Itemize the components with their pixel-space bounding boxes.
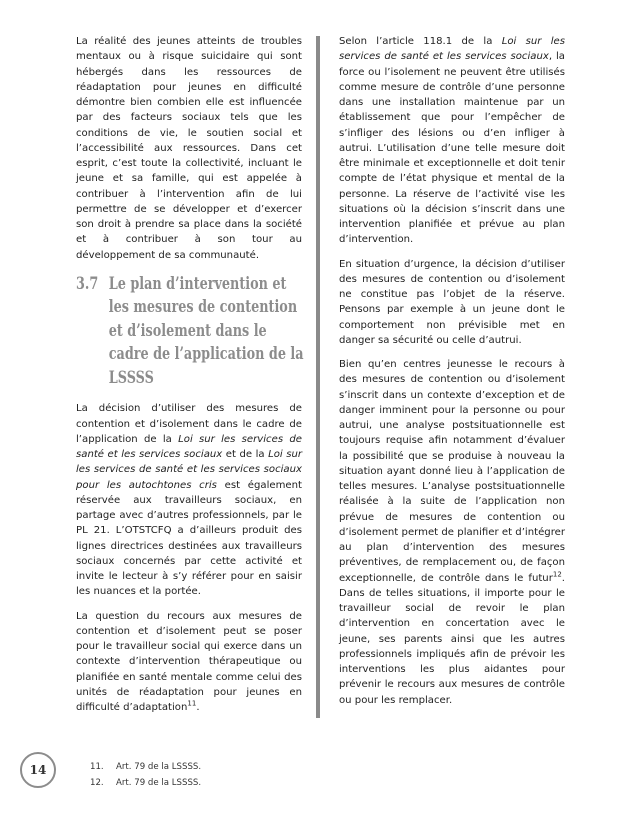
decision-paragraph: [76, 401, 302, 599]
question-paragraph: [76, 609, 302, 716]
decision-text-c: est également réservée aux travailleurs sociaux, en partage avec d’autres professionnels, par le PL 21. L’OTSTCFQ a d’ailleurs produit des lignes directrices destinées aux travailleurs sociaux concernés par cette activité et invite le lecteur à s’y référer pour en saisir les nuances et la portée.: [76, 479, 302, 598]
section-heading: [76, 272, 304, 390]
analysis-text-b: . Dans de telles situations, il importe pour le travailleur social de revoir le plan d’intervention en concertation avec le jeune, ses parents ainsi que les autres professionnels impliqués afin de prévoir les interventions les plus aidantes pour prévenir le recours aux mesures de contrôle ou pour les remplacer.: [339, 572, 565, 706]
decision-text-a: La décision d’utiliser des mesures de contention et d’isolement dans le cadre de l’application de la: [76, 403, 302, 445]
page-number-badge: [20, 752, 56, 788]
article-text-a: Selon l’article 118.1 de la: [339, 36, 502, 47]
section-number: 3.7: [76, 273, 99, 293]
footnote-ref-11[interactable]: 11: [187, 699, 197, 708]
page-number: 14: [29, 763, 47, 777]
footnote-item: [90, 775, 201, 791]
law-title-3: Loi sur les services de santé et les services sociaux: [339, 36, 565, 63]
analysis-paragraph: [339, 357, 565, 708]
analysis-text-a: Bien qu’en centres jeunesse le recours à des mesures de contention ou d’isolement s’inscrit dans un contexte d’exception et de danger imminent pour la personne ou pour autrui, une analyse postsituationnelle est toujours requise afin notamment d’évaluer la possibilité que se produise à nouveau la situation ayant donné lieu à l’application de telles mesures. L’analyse postsituationnelle réalisée à la suite de l’application non prévue de mesures de contention ou d’isolement permet de planifier et d’intégrer au plan d’intervention des mesures préventives, de remplacement ou, de façon exceptionnelle, de contrôle dans le futur: [339, 359, 565, 584]
footnote-item: [90, 759, 201, 775]
article-paragraph: [339, 34, 565, 248]
question-end: .: [196, 702, 200, 713]
footnote-ref-12[interactable]: 12: [552, 570, 562, 579]
decision-text-b: et de la: [222, 449, 269, 460]
urgency-paragraph: En situation d’urgence, la décision d’utiliser des mesures de contention ou d’isolement ne constitue pas l’objet de la réserve. Pensons par exemple à un jeune dont le comportement non prévisible met en danger sa sécurité ou celle d’autrui.: [339, 258, 565, 346]
law-title-1: Loi sur les services de santé et les services sociaux: [76, 433, 302, 460]
article-text-b: , la force ou l’isolement ne peuvent être utilisés comme mesure de contrôle d’une personne dans une installation maintenue par un établissement que pour l’empêcher de s’infliger des lésions ou d’en infliger à autrui. L’utilisation d’une telle mesure doit être minimale et exceptionnelle et doit tenir compte de l’état physique et mental de la personne. La réserve de l’activité vise les situations où la décision s’inscrit dans une intervention planifiée et prévue au plan d’intervention.: [339, 51, 565, 246]
right-column: [339, 34, 565, 717]
footnote-number: 11.: [90, 762, 104, 772]
intro-paragraph: La réalité des jeunes atteints de troubles mentaux ou à risque suicidaire qui sont hébergés dans les ressources de réadaptation pour jeunes en difficulté démontre bien combien elle est influencée par des facteurs sociaux tels que les conditions de vie, le soutien social et l’accessibilité aux ressources. Dans cet esprit, c’est toute la collectivité, incluant le jeune et sa famille, qui est appelée à contribuer à l’intervention afin de lui permettre de se développer et d’exercer son droit à prendre sa place dans la société et à contribuer à son tour au développement de sa communauté.: [76, 36, 302, 261]
footnotes: [90, 759, 201, 791]
footnote-text: Art. 79 de la LSSSS.: [116, 778, 202, 788]
question-text: La question du recours aux mesures de contention et d’isolement peut se poser pour le travailleur social qui exerce dans un contexte d’intervention thérapeutique ou planifiée en santé mentale comme celui des unités de réadaptation pour jeunes en difficulté d’adaptation: [76, 610, 302, 713]
law-title-2: Loi sur les services de santé et les services sociaux pour les autochtones cris: [76, 449, 303, 491]
footnote-text: Art. 79 de la LSSSS.: [116, 762, 202, 772]
section-title: Le plan d’intervention et les mesures de contention et d’isolement dans le cadre de l’application de la LSSSS: [108, 273, 304, 387]
left-column: [76, 34, 302, 724]
footnote-number: 12.: [90, 778, 104, 788]
column-divider: [316, 36, 320, 718]
